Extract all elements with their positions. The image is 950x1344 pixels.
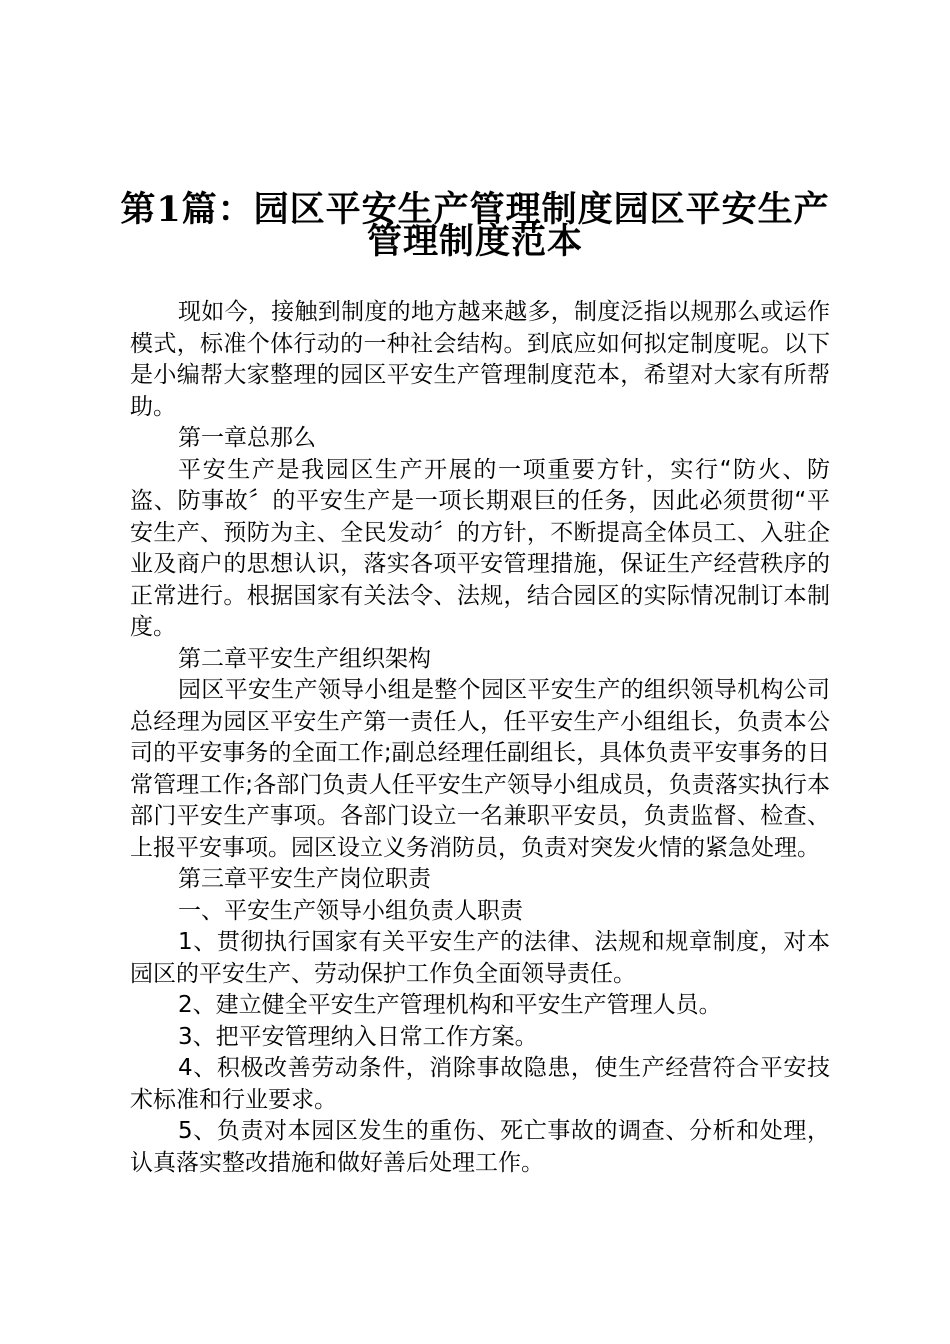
section-heading-1: 一、平安生产领导小组负责人职责 [178,897,523,924]
chapter-heading-1: 第一章总那么 [178,425,316,451]
document-title-line-1: 第1篇：园区平安生产管理制度园区平安生产 [120,189,830,230]
document-title-line-2: 管理制度范本 [366,221,583,262]
chapter-heading-2: 第二章平安生产组织架构 [178,645,431,672]
duty-item-4: 4、积极改善劳动条件，消除事故隐患，使生产经营符合平安技术标准和行业要求。 [130,1055,830,1113]
duty-item-3: 3、把平安管理纳入日常工作方案。 [178,1023,538,1050]
document-body [130,297,830,1179]
chapter-heading-3: 第三章平安生产岗位职责 [178,866,431,892]
chapter-1-paragraph: 平安生产是我园区生产开展的一项重要方针，实行“防火、防盗、防事故〞的平安生产是一项长期艰巨的任务，因此必须贯彻“平安生产、预防为主、全民发动〞的方针，不断提高全体员工、入驻企业及商户的思想认识，落实各项平安管理措施，保证生产经营秩序的正常进行。根据国家有关法令、法规，结合园区的实际情况制订本制度。 [130,456,830,640]
intro-paragraph: 现如今，接触到制度的地方越来越多，制度泛指以规那么或运作模式，标准个体行动的一种社会结构。到底应如何拟定制度呢。以下是小编帮大家整理的园区平安生产管理制度范本，希望对大家有所帮助。 [130,299,830,420]
chapter-2-paragraph: 园区平安生产领导小组是整个园区平安生产的组织领导机构公司总经理为园区平安生产第一责任人，任平安生产小组组长，负责本公司的平安事务的全面工作;副总经理任副组长，具体负责平安事务的日常管理工作;各部门负责人任平安生产领导小组成员，负责落实执行本部门平安生产事项。各部门设立一名兼职平安员，负责监督、检查、上报平安事项。园区设立义务消防员，负责对突发火情的紧急处理。 [130,677,830,861]
duty-item-2: 2、建立健全平安生产管理机构和平安生产管理人员。 [178,992,722,1018]
duty-item-1: 1、贯彻执行国家有关平安生产的法律、法规和规章制度，对本园区的平安生产、劳动保护工作负全面领导责任。 [130,929,830,987]
duty-item-5: 5、负责对本园区发生的重伤、死亡事故的调查、分析和处理，认真落实整改措施和做好善后处理工作。 [130,1118,830,1176]
